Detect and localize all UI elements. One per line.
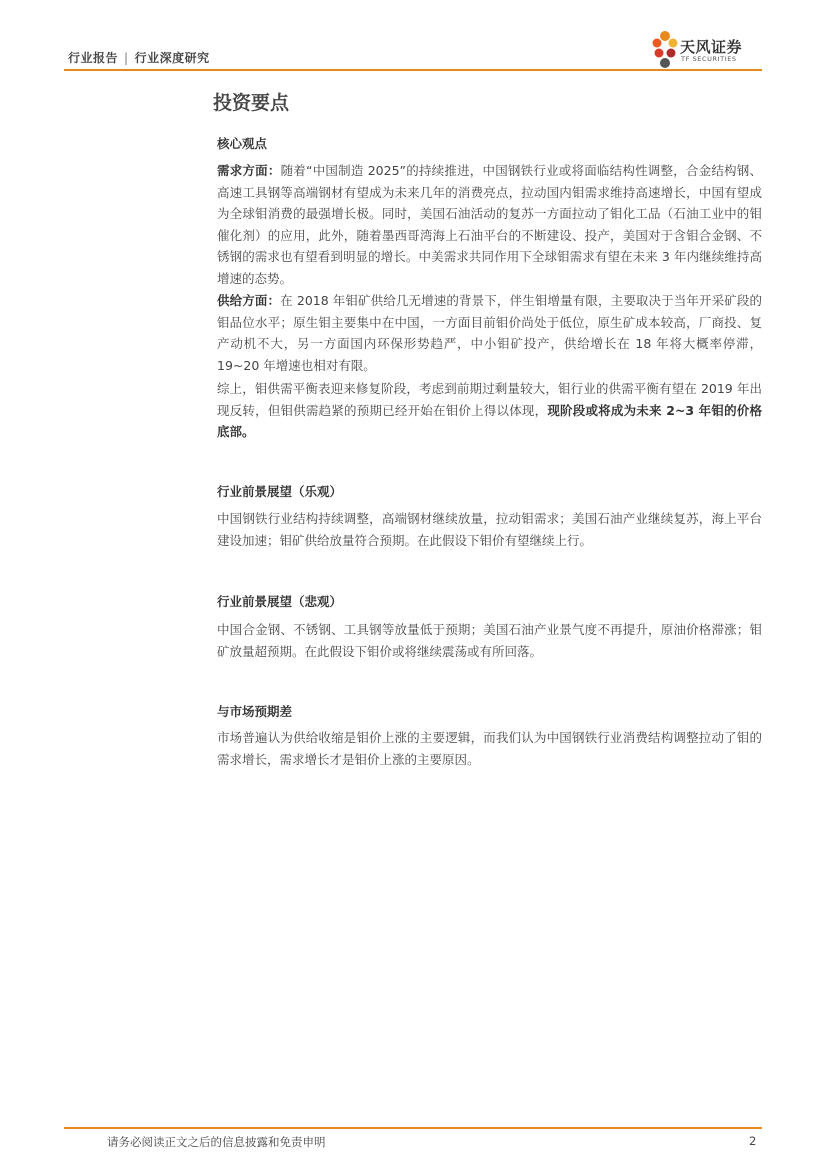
supply-paragraph: [217, 290, 762, 376]
disclaimer-notice: 请务必阅读正文之后的信息披露和免责申明: [107, 1135, 326, 1149]
summary-paragraph: [217, 378, 762, 443]
header-separator: |: [124, 51, 129, 65]
core-view-heading: 核心观点: [217, 136, 268, 151]
optimistic-outlook-heading: 行业前景展望（乐观）: [217, 484, 343, 499]
footer-divider: [64, 1127, 762, 1129]
demand-lead: 需求方面：: [217, 163, 281, 178]
page-title: 投资要点: [213, 92, 290, 114]
pessimistic-outlook-heading: 行业前景展望（悲观）: [217, 594, 343, 609]
pessimistic-outlook-text: 中国合金钢、不锈钢、工具钢等放量低于预期；美国石油产业景气度不再提升，原油价格滞涨；钼矿放量超预期。在此假设下钼价或将继续震荡或有所回落。: [217, 622, 762, 659]
demand-text: 随着“中国制造 2025”的持续推进，中国钢铁行业或将面临结构性调整，合金结构钢、高速工具钢等高端钢材有望成为未来几年的消费亮点，拉动国内钼需求维持高速增长，中国有望成为全球钼消费的最强增长极。同时，美国石油活动的复苏一方面拉动了钼化工品（石油工业中的钼催化剂）的应用，此外，随着墨西哥湾海上石油平台的不断建设、投产，美国对于含钼合金钢、不锈钢的需求也有望看到明显的增长。中美需求共同作用下全球钼需求有望在未来 3 年内继续维持高增速的态势。: [217, 163, 762, 286]
header-divider: [64, 69, 762, 71]
report-category: 行业报告: [68, 51, 119, 65]
page-number: 2: [749, 1134, 757, 1148]
supply-text: 在 2018 年钼矿供给几无增速的背景下，伴生钼增量有限，主要取决于当年开采矿段的钼品位水平；原生钼主要集中在中国，一方面目前钼价尚处于低位，原生矿成本较高，厂商投、复产动机不大，另一方面国内环保形势趋严，中小钼矿投产，供给增长在 18 年将大概率停滞，19~20 年增速也相对有限。: [217, 293, 762, 373]
market-gap-heading: 与市场预期差: [217, 704, 293, 719]
summary-text: 综上，钼供需平衡表迎来修复阶段，考虑到前期过剩量较大，钼行业的供需平衡有望在 2019 年出现反转，但钼供需趋紧的预期已经开始在钼价上得以体现，: [217, 381, 762, 418]
summary-emphasis: 现阶段或将成为未来 2~3 年钼的价格底部。: [217, 402, 762, 439]
optimistic-outlook-text: 中国钢铁行业结构持续调整，高端钢材继续放量，拉动钼需求；美国石油产业继续复苏，海上平台建设加速；钼矿供给放量符合预期。在此假设下钼价有望继续上行。: [217, 511, 762, 548]
report-subcategory: 行业深度研究: [134, 51, 210, 65]
tf-securities-logo: [650, 27, 770, 71]
logo-chinese-name: 天风证券: [680, 38, 743, 56]
market-gap-text: 市场普遍认为供给收缩是钼价上涨的主要逻辑，而我们认为中国钢铁行业消费结构调整拉动了钼的需求增长，需求增长才是钼价上涨的主要原因。: [217, 730, 762, 767]
supply-lead: 供给方面：: [217, 293, 281, 308]
demand-paragraph: [217, 160, 762, 289]
logo-english-name: TF SECURITIES: [681, 55, 737, 63]
flower-logo-icon: [650, 27, 680, 71]
report-type-header: [68, 49, 210, 66]
